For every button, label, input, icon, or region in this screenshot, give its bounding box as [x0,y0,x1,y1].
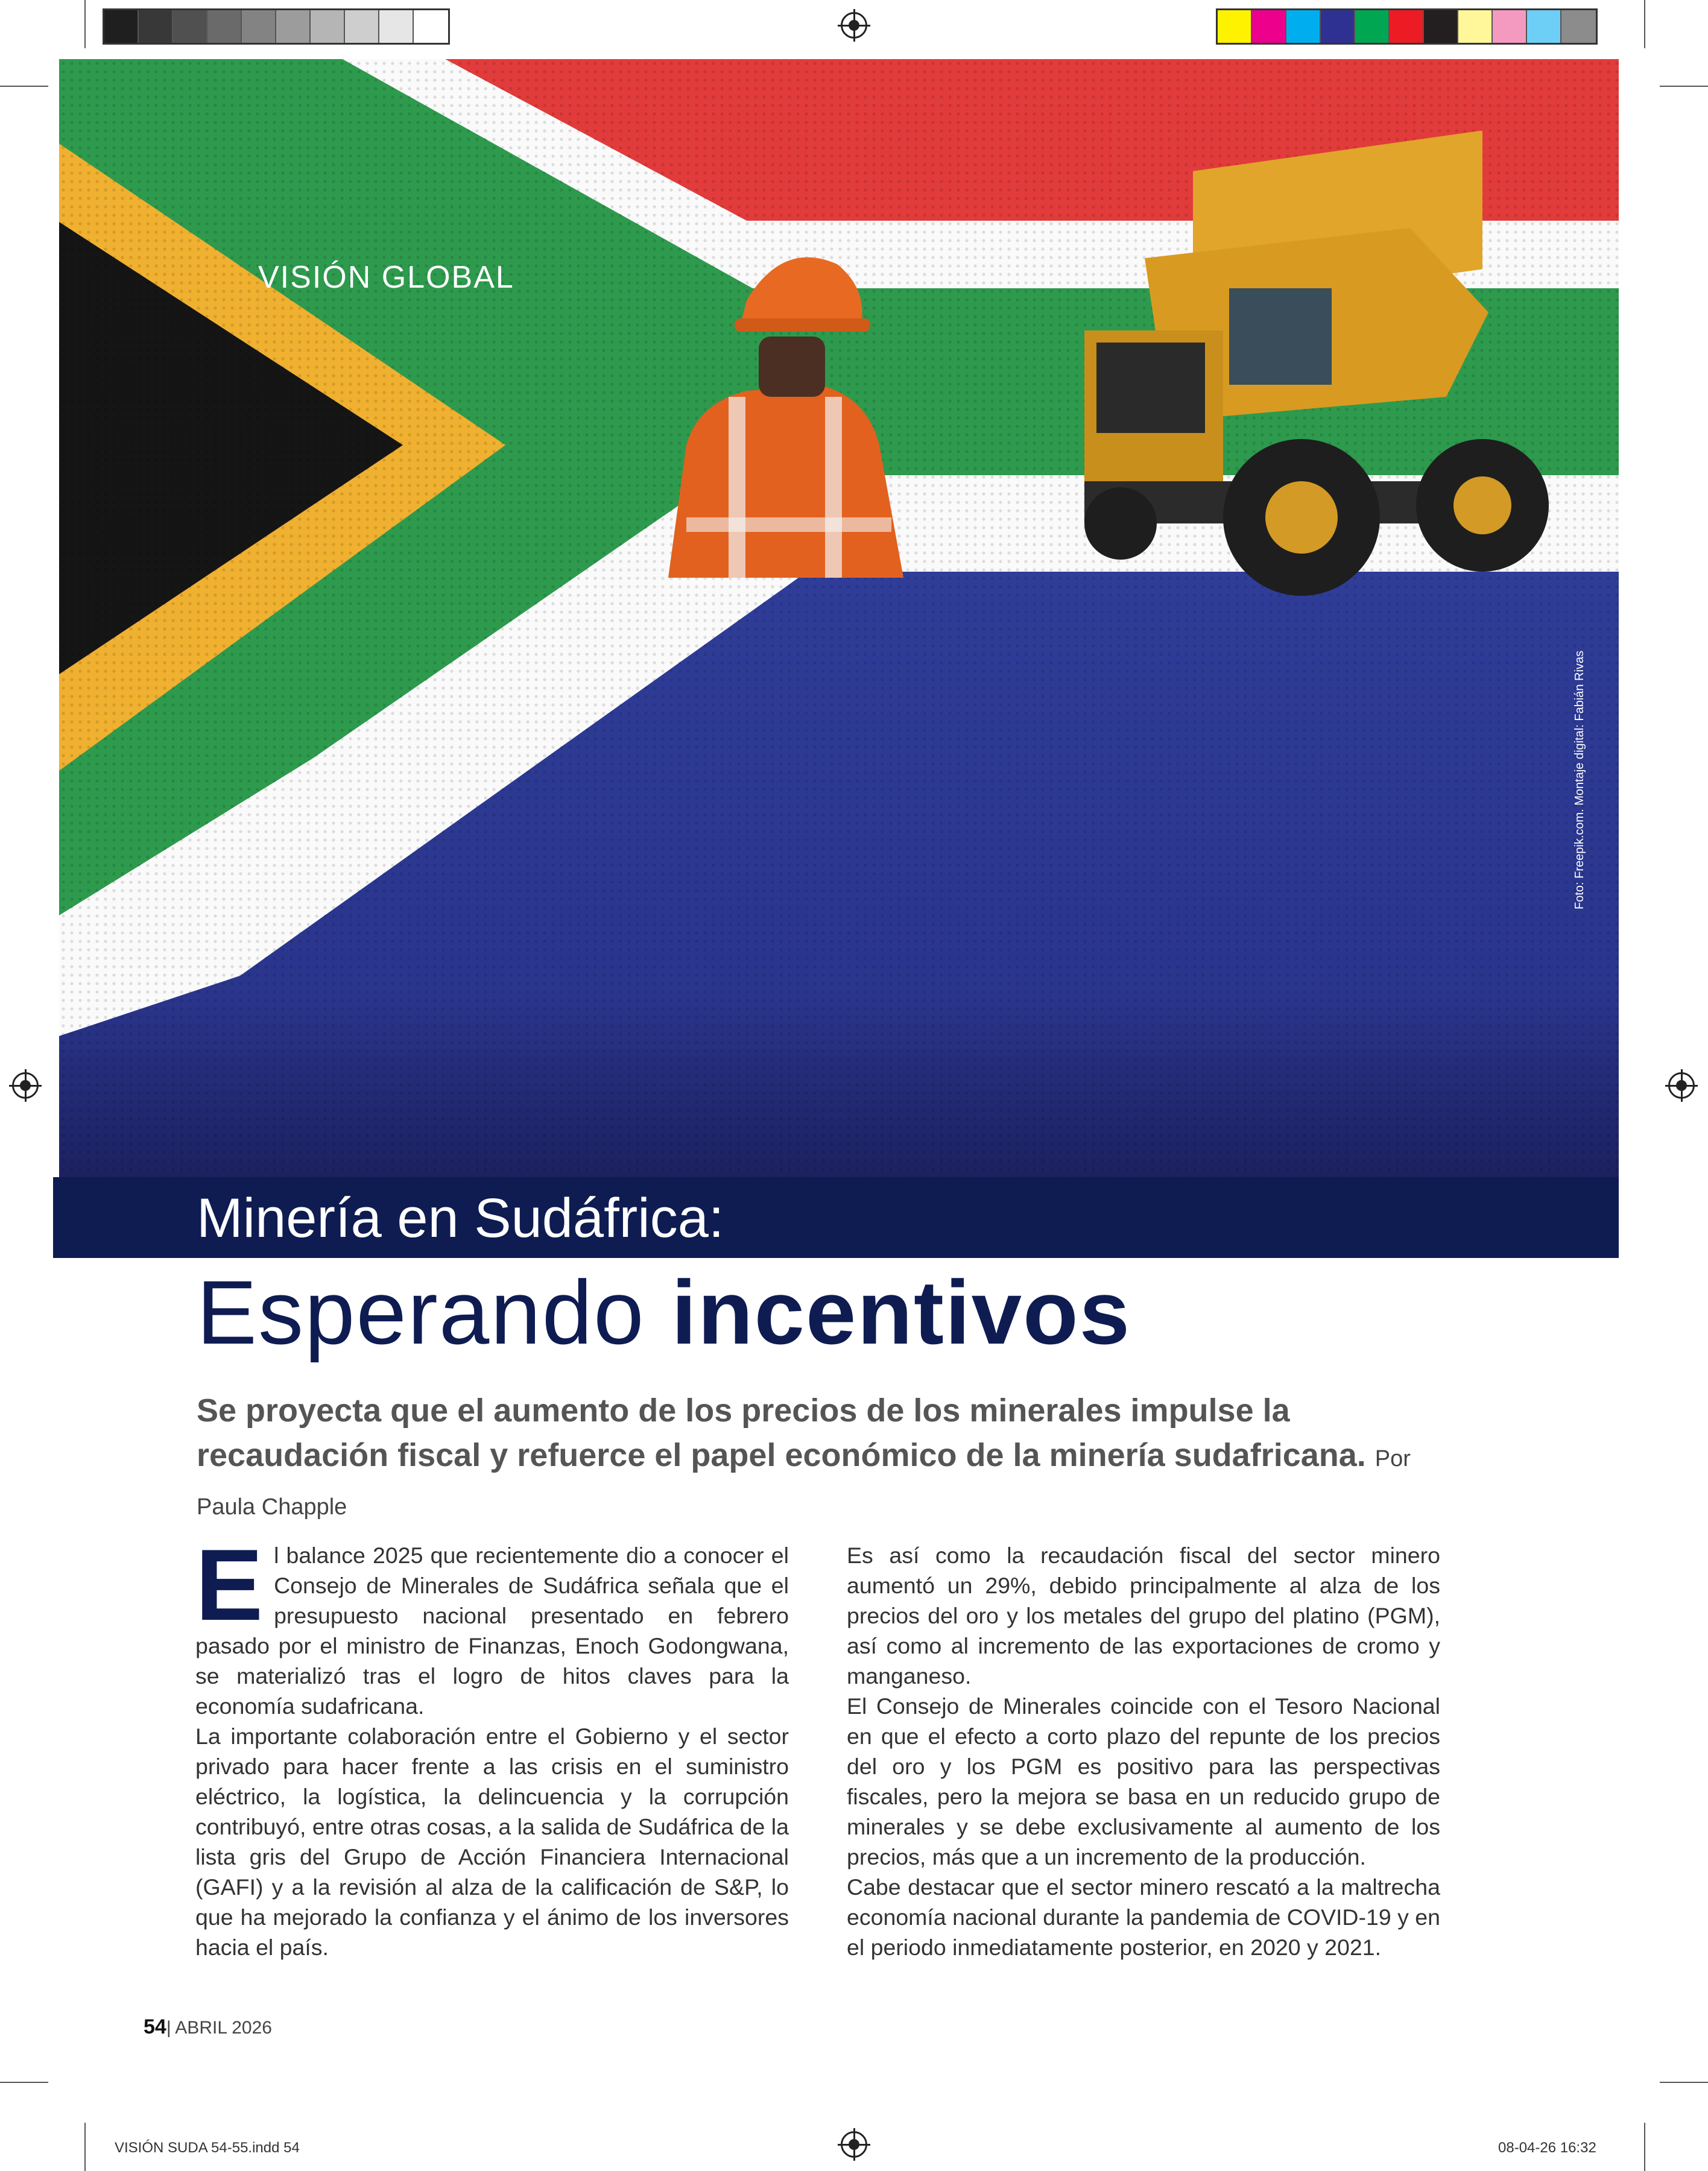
color-swatch [104,10,139,43]
color-swatch [173,10,207,43]
registration-mark-icon [1668,1072,1695,1099]
crop-mark [1660,2082,1708,2083]
registration-mark-icon [841,12,867,39]
deck-text: Se proyecta que el aumento de los precios de los minerales impulse la recaudación fiscal y refuerce el papel económico de la minería sudafricana. [197,1392,1366,1473]
paragraph: La importante colaboración entre el Gobierno y el sector privado para hacer frente a las crisis en el suministro eléctrico, la logística, la delincuencia y la corrupción contribuyó, entre otras cosas, a la salida de Sudáfrica de la lista gris del Grupo de Acción Financiera Internacional (GAFI) y a la revisión al alza de la calificación de S&P, lo que ha mejorado la confianza y el ánimo de los inversores hacia el país. [195,1724,789,1960]
color-swatch [1561,10,1596,43]
color-swatch [139,10,173,43]
color-swatch [1218,10,1252,43]
color-swatch [311,10,345,43]
color-swatch [1355,10,1390,43]
crop-mark [0,86,48,87]
crop-mark [1660,86,1708,87]
article-headline [197,1260,1131,1365]
slug-timestamp: 08-04-26 16:32 [1498,2140,1596,2156]
paragraph [195,1528,789,1721]
page-number: 54 [144,2015,166,2038]
paragraph-text: l balance 2025 que recientemente dio a conocer el Consejo de Minerales de Sudáfrica señala que el presupuesto nacional presentado en febrero pasado por el ministro de Finanzas, Enoch Godongwana, se materializó tras el logro de hitos claves para la economía sudafricana. [195,1543,789,1719]
color-swatch [379,10,414,43]
paragraph: El Consejo de Minerales coincide con el Tesoro Nacional en que el efecto a corto plazo del repunte de los precios del oro y los PGM es positivo para las perspectivas fiscales, pero la mejora se basa en un reducido grupo de minerales y se debe exclusivamente al aumento de los precios, más que a un incremento de la producción. [847,1693,1440,1869]
issue-date: | ABRIL 2026 [166,2018,272,2038]
color-swatch [207,10,242,43]
paragraph: Cabe destacar que el sector minero rescató a la maltrecha economía nacional durante la pandemia de COVID-19 y en el periodo inmediatamente posterior, en 2020 y 2021. [847,1874,1440,1960]
color-swatch [1493,10,1527,43]
headline-regular: Esperando [197,1262,645,1363]
color-swatch [414,10,448,43]
photo-credit: Foto: Freepik.com. Montaje digital: Fabián Rivas [1573,650,1586,909]
color-swatch [242,10,276,43]
color-swatch [1390,10,1424,43]
title-band [53,1177,1619,1258]
page-folio [144,2015,272,2039]
color-swatch [1252,10,1286,43]
color-swatch [1286,10,1321,43]
color-swatch [276,10,311,43]
crop-mark [84,2123,86,2171]
process-color-bar [1216,8,1598,45]
crop-mark [0,2082,48,2083]
slug-filename: VISIÓN SUDA 54-55.indd 54 [115,2140,300,2156]
body-column-right [847,1540,1440,1962]
drop-cap: E [195,1528,264,1642]
color-swatch [345,10,379,43]
gray-color-bar [103,8,450,45]
crop-mark [1644,2123,1645,2171]
registration-mark-icon [841,2131,867,2158]
crop-mark [1644,0,1645,48]
byline: Por Paula Chapple [197,1446,1411,1520]
body-column-left [195,1528,789,1962]
registration-mark-icon [12,1072,39,1099]
color-swatch [1321,10,1355,43]
headline-bold: incentivos [671,1262,1131,1363]
color-swatch [1424,10,1458,43]
paragraph: Es así como la recaudación fiscal del sector minero aumentó un 29%, debido principalmente al alza de los precios del oro y los metales del grupo del platino (PGM), así como al incremento de las exportaciones de cromo y manganeso. [847,1543,1440,1689]
section-label: VISIÓN GLOBAL [258,260,514,295]
color-swatch [1458,10,1493,43]
color-swatch [1527,10,1561,43]
article-deck [197,1388,1451,1529]
hero-image [59,59,1619,1177]
article-kicker: Minería en Sudáfrica: [197,1187,724,1249]
crop-mark [84,0,86,48]
